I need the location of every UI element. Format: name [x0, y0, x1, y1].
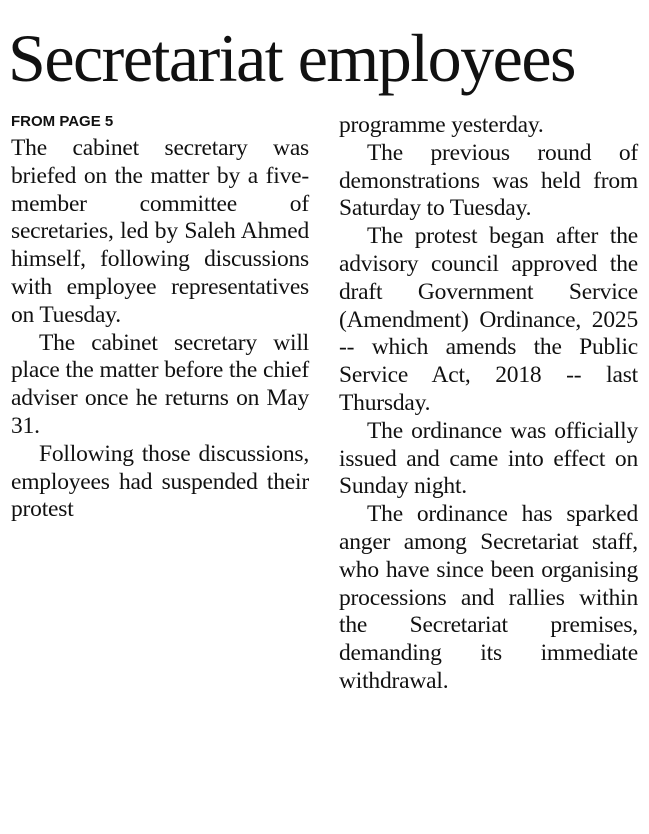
article-column-right — [339, 112, 638, 696]
paragraph: Following those discussions, employees had suspended their protest — [11, 440, 309, 523]
paragraph-continued: programme yesterday. — [339, 112, 544, 138]
paragraph: The previous round of demonstrations was held from Saturday to Tuesday. — [339, 139, 638, 222]
paragraph: The ordinance was officially issued and came into effect on Sunday night. — [339, 417, 638, 500]
article-column-left — [11, 112, 309, 524]
paragraph: The protest began after the advisory council approved the draft Government Service (Amendment) Ordinance, 2025 -- which amends the Public Service Act, 2018 -- last Thursday. — [339, 223, 638, 416]
paragraph: The cabinet secretary will place the matter before the chief adviser once he returns on May 31. — [11, 329, 309, 439]
paragraph: The ordinance has sparked anger among Secretariat staff, who have since been organising processions and rallies within the Secretariat premises, demanding its immediate withdrawal. — [339, 501, 638, 694]
continuation-kicker: FROM PAGE 5 — [11, 113, 114, 130]
paragraph: The cabinet secretary was briefed on the matter by a five-member committee of secretaries, led by Saleh Ahmed himself, following discussions with employee representatives on Tuesday. — [11, 135, 309, 328]
headline: Secretariat employees — [8, 20, 575, 96]
